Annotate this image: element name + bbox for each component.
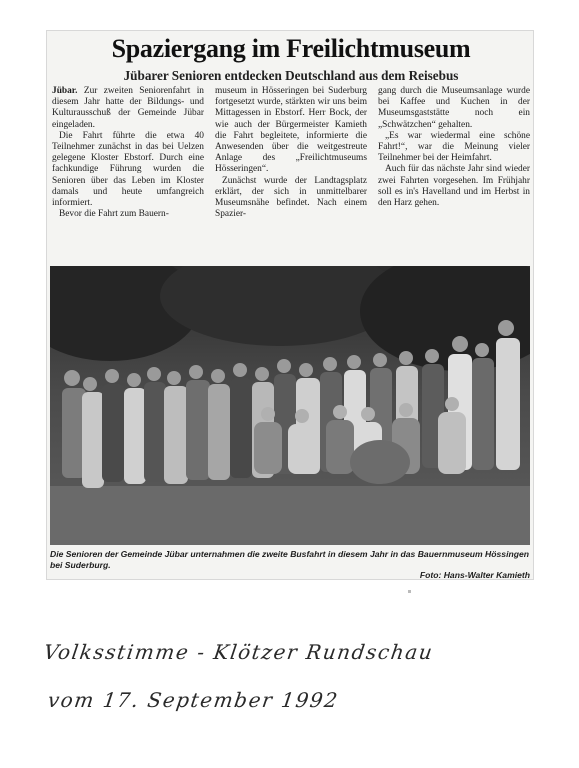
- paragraph-text: Zur zweiten Seniorenfahrt in diesem Jahr hatte der Bildungs- und Kulturausschuß der Gemeinde Jübar eingeladen.: [52, 86, 204, 130]
- article-column-1: [52, 86, 204, 220]
- paragraph: gang durch die Museumsanlage wurde bei Kaffee und Kuchen in der Museumsgaststätte noch ein „Schwätzchen“ gehalten.: [378, 86, 530, 130]
- handwritten-source-note: Volksstimme - Klötzer Rundschau: [42, 640, 436, 664]
- paragraph: museum in Hösseringen bei Suderburg fortgesetzt wurde, stärkten wir uns beim Mittagessen in Ebstorf. Herr Bock, der wie auch der Bürgermeister Kamieth die Fahrt begleitete, informierte die Anwesenden über die weitgestreute Anlage des „Freilichtmuseums Hösseringen“.: [215, 86, 367, 175]
- paragraph: „Es war wiedermal eine schöne Fahrt!“, war die Meinung vieler Teilnehmer bei der Heimfahrt.: [378, 130, 530, 164]
- handwritten-date-note: vom 17. September 1992: [46, 688, 341, 712]
- paragraph: Die Fahrt führte die etwa 40 Teilnehmer zunächst in das bei Uelzen gelegene Kloster Ebstorf. Durch eine fachkundige Führung wurden die Senioren über das Leben im Kloster damals und heute umfangreich informiert.: [52, 130, 204, 209]
- group-photo-image: [50, 266, 530, 545]
- caption-text: Die Senioren der Gemeinde Jübar unternahmen die zweite Busfahrt in diesem Jahr in das Bauernmuseum Hössingen bei Suderburg.: [50, 549, 529, 570]
- photo-credit: Foto: Hans-Walter Kamieth: [419, 570, 530, 580]
- article-column-2: [215, 86, 367, 220]
- scan-speck: [408, 590, 411, 593]
- article-headline: Spaziergang im Freilichtmuseum: [111, 34, 471, 63]
- article-column-3: [378, 86, 530, 209]
- paragraph: Bevor die Fahrt zum Bauern-: [59, 209, 169, 220]
- article-body: [50, 86, 530, 290]
- group-photo: [50, 266, 530, 545]
- article-subheadline: Jübarer Senioren entdecken Deutschland aus dem Reisebus: [123, 68, 459, 83]
- paragraph: [52, 86, 204, 131]
- newspaper-clipping: [46, 30, 534, 580]
- paragraph: Zunächst wurde der Landtagsplatz erklärt, der sich in unmittelbarer Museumsnähe befindet. Nach einem Spazier-: [215, 175, 367, 220]
- paragraph: Auch für das nächste Jahr sind wieder zwei Fahrten vorgesehen. Im Frühjahr soll es in's Havelland und im Herbst in den Harz gehen.: [378, 164, 530, 209]
- dateline: Jübar.: [52, 86, 78, 96]
- photo-caption: [50, 549, 530, 581]
